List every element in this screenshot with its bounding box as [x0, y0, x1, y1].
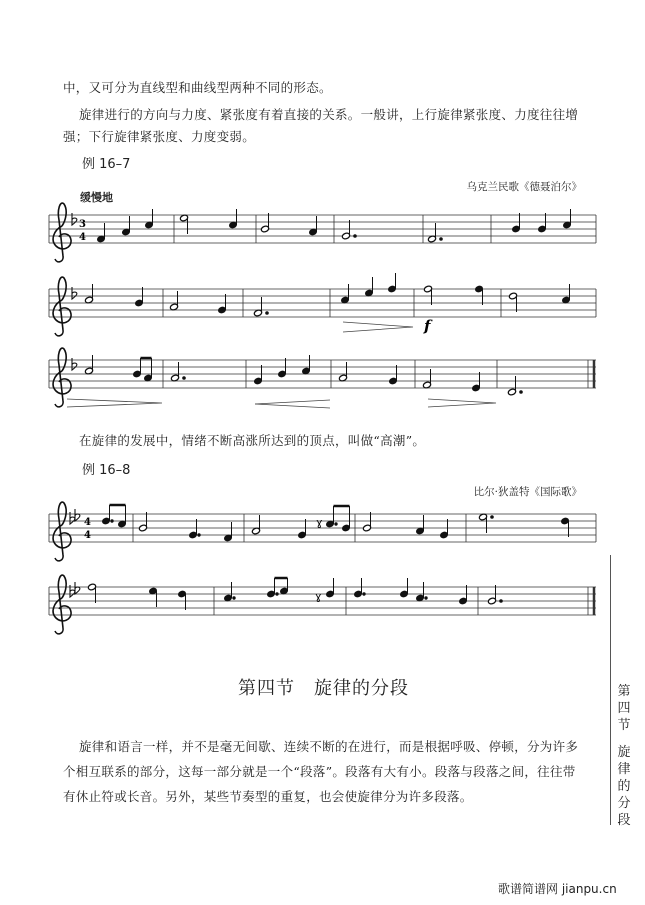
paragraph-2-line-2: 强；下行旋律紧张度、力度变弱。	[63, 129, 256, 144]
side-tab-char: 第	[617, 684, 631, 699]
watermark: 歌谱简谱网 jianpu.cn	[498, 882, 617, 896]
time-signature-top: 4	[84, 517, 91, 528]
example-label: 例 16–7	[82, 157, 131, 172]
staff-system-1	[49, 203, 596, 262]
time-signature-top: 3	[79, 219, 86, 230]
paragraph-4-line-1: 旋律和语言一样，并不是毫无间歇、连续不断的在进行，而是根据呼吸、停顿，分为许多	[79, 739, 579, 754]
tempo-marking: 缓慢地	[80, 191, 113, 204]
time-signature-bottom: 4	[79, 232, 86, 243]
diminuendo-hairpin	[67, 399, 162, 407]
dynamic-forte: f	[424, 317, 431, 335]
example-source: 比尔·狄盖特《国际歌》	[473, 486, 582, 498]
side-tab-char: 节	[617, 718, 631, 733]
side-tab-char: 的	[617, 779, 631, 794]
time-signature-bottom: 4	[84, 530, 91, 541]
staff-system-4	[49, 502, 596, 561]
hairpin-upper	[255, 400, 330, 404]
crescendo-hairpin	[343, 322, 413, 332]
eighth-rest: ɣ	[315, 590, 322, 603]
paragraph-2-line-1: 旋律进行的方向与力度、紧张度有着直接的关系。一般讲，上行旋律紧张度、力度往往增	[79, 107, 579, 122]
side-tab-char: 段	[617, 813, 631, 828]
example-label: 例 16–8	[82, 463, 131, 478]
paragraph-3: 在旋律的发展中，情绪不断高涨所达到的顶点，叫做“高潮”。	[79, 433, 426, 448]
staff-system-5	[49, 575, 596, 634]
side-tab-char: 律	[617, 762, 631, 777]
side-tab-char: 四	[617, 701, 631, 716]
example-source: 乌克兰民歌《德聂泊尔》	[466, 181, 582, 193]
paragraph-4-line-3: 有休止符或长音。另外，某些节奏型的重复，也会使旋律分为许多段落。	[63, 789, 473, 804]
side-tab-char: 分	[617, 796, 631, 811]
eighth-rest: ɣ	[316, 516, 323, 529]
side-tab-char: 旋	[617, 745, 631, 760]
section-heading: 第四节 旋律的分段	[238, 678, 409, 699]
text-line-1: 中，又可分为直线型和曲线型两种不同的形态。	[63, 80, 332, 95]
staff-system-2	[49, 273, 596, 336]
paragraph-4-line-2: 个相互联系的部分，这每一部分就是一个“段落”。段落有大有小。段落与段落之间，往往带	[63, 764, 576, 779]
staff-system-3	[49, 348, 596, 408]
